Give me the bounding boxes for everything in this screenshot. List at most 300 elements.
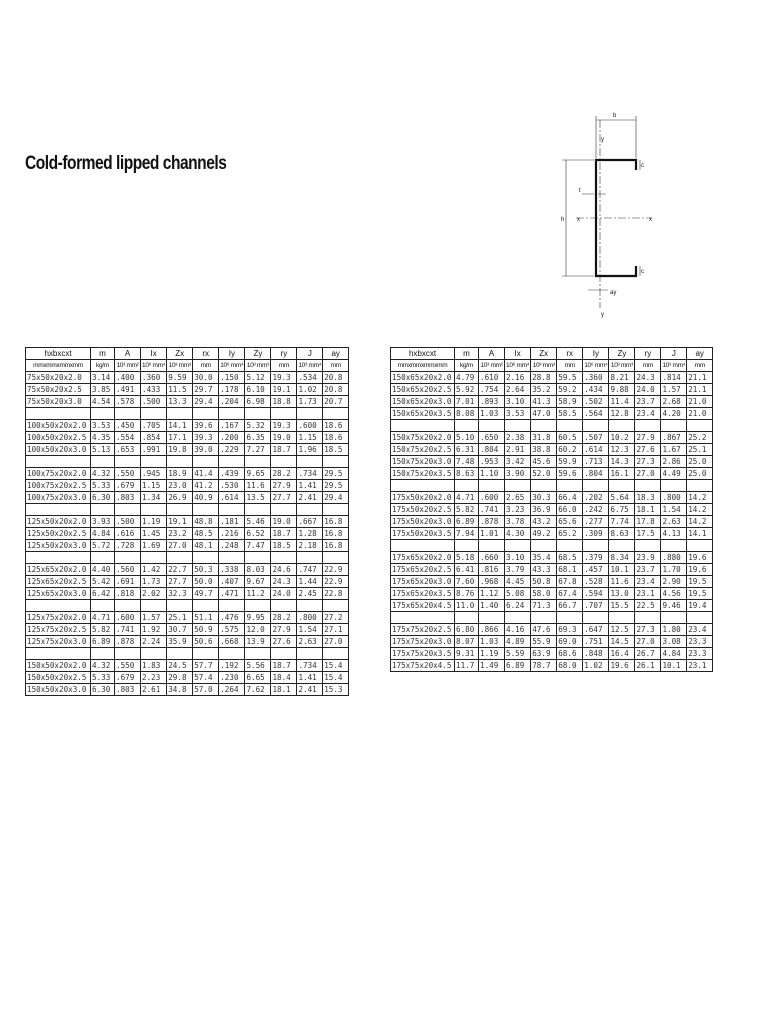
table-cell: .216 [219,528,245,540]
table-cell: 19.1 [167,516,193,528]
table-cell: .968 [479,576,505,588]
table-cell [661,480,687,492]
table-cell: 28.8 [531,372,557,384]
table-cell: 29.4 [323,492,349,504]
table-cell: .578 [115,396,141,408]
table-cell: 4.13 [661,528,687,540]
table-cell: 17.5 [635,528,661,540]
table-cell [271,456,297,468]
table-cell: 10³ mm⁴ [297,360,323,372]
table-cell [26,456,91,468]
table-cell: 1.34 [141,492,167,504]
table-cell: 59.6 [557,468,583,480]
table-cell: m [91,348,115,360]
table-cell: 3.85 [91,384,115,396]
table-cell [91,504,115,516]
table-spacer-row [391,540,713,552]
table-cell: 6.89 [455,516,479,528]
table-cell: 4.56 [661,588,687,600]
table-cell: 13.9 [245,636,271,648]
table-cell [193,600,219,612]
table-cell: 11.5 [167,384,193,396]
table-row [26,636,349,648]
table-cell: .600 [297,420,323,432]
table-cell: 16.8 [323,540,349,552]
table-cell: Ix [141,348,167,360]
table-cell: .668 [219,636,245,648]
table-cell: 1.57 [661,384,687,396]
table-cell: .507 [583,432,609,444]
table-cell: .450 [115,420,141,432]
table-cell [115,456,141,468]
table-cell: 20.7 [323,396,349,408]
table-cell: 18.6 [323,432,349,444]
table-row [26,492,349,504]
table-cell: 18.7 [271,444,297,456]
table-cell: mm [635,360,661,372]
table-cell: 3.08 [661,636,687,648]
table-units-row [391,360,713,372]
section-properties-table-right [390,347,713,672]
table-cell: 14.3 [609,456,635,468]
table-cell: 11.6 [609,576,635,588]
table-cell: .614 [583,444,609,456]
table-cell: 27.0 [635,468,661,480]
table-cell: 4.16 [505,624,531,636]
table-cell: 175x65x20x2.0 [391,552,455,564]
table-cell [26,504,91,516]
table-cell: 2.90 [661,576,687,588]
table-cell [687,612,713,624]
table-cell [271,600,297,612]
table-cell [91,552,115,564]
table-cell: 27.0 [323,636,349,648]
table-cell: .614 [219,492,245,504]
table-cell: 16.8 [323,516,349,528]
table-cell: .814 [661,372,687,384]
table-cell: 17.1 [167,432,193,444]
table-cell: .741 [115,624,141,636]
table-cell [531,540,557,552]
table-cell [193,504,219,516]
table-cell: 125x65x20x2.5 [26,576,91,588]
table-cell: 1.01 [479,528,505,540]
table-cell: 19.4 [687,600,713,612]
table-cell: 3.79 [505,564,531,576]
table-cell: 10⁶ mm⁴ [505,360,531,372]
table-cell: mm [687,360,713,372]
table-cell [167,504,193,516]
table-cell: Iy [219,348,245,360]
table-cell: 2.61 [141,684,167,696]
table-cell: 22.9 [323,576,349,588]
table-cell: 4.35 [91,432,115,444]
table-cell: 8.63 [609,528,635,540]
table-cell [91,456,115,468]
table-cell: 35.4 [531,552,557,564]
table-cell: 23.7 [635,564,661,576]
table-row [391,444,713,456]
table-cell: 26.7 [635,648,661,660]
table-cell: 7.01 [455,396,479,408]
table-cell: 58.0 [531,588,557,600]
table-cell: 27.3 [635,624,661,636]
table-cell: .360 [141,372,167,384]
table-cell: 100x50x20x2.5 [26,432,91,444]
table-cell: 9.59 [167,372,193,384]
table-cell: 150x75x20x2.5 [391,444,455,456]
table-row [26,420,349,432]
table-cell [661,540,687,552]
table-cell: 2.68 [661,396,687,408]
table-cell: 5.82 [455,504,479,516]
table-cell [661,612,687,624]
table-cell: 125x65x20x3.0 [26,588,91,600]
table-cell: 1.15 [297,432,323,444]
table-cell: 11.7 [455,660,479,672]
table-cell: mm [193,360,219,372]
table-cell: 10³ mm³ [531,360,557,372]
table-cell: 59.2 [557,384,583,396]
table-cell [455,420,479,432]
table-cell: 23.7 [635,396,661,408]
table-cell: 47.6 [531,624,557,636]
table-cell: 5.59 [505,648,531,660]
table-cell: .309 [583,528,609,540]
table-cell: 1.54 [297,624,323,636]
table-cell: 1.12 [479,588,505,600]
table-cell: .476 [219,612,245,624]
table-cell: 3.14 [91,372,115,384]
table-cell: 11.0 [455,600,479,612]
table-cell: 27.9 [271,480,297,492]
table-cell: 5.08 [505,588,531,600]
table-cell: 18.5 [323,444,349,456]
table-cell: 175x75x20x4.5 [391,660,455,672]
table-cell: 1.83 [141,660,167,672]
table-cell: 58.5 [557,408,583,420]
table-cell [557,612,583,624]
table-cell: 30.0 [193,372,219,384]
table-cell: 4.79 [455,372,479,384]
table-cell: 3.42 [505,456,531,468]
table-row [391,564,713,576]
table-cell [26,648,91,660]
table-cell: 18.6 [323,420,349,432]
table-cell: 4.32 [91,468,115,480]
table-cell: 4.84 [91,528,115,540]
table-cell: 68.0 [557,660,583,672]
table-cell: rx [557,348,583,360]
table-cell: J [297,348,323,360]
table-cell [245,456,271,468]
table-cell [141,408,167,420]
table-cell: 6.65 [245,672,271,684]
table-cell [323,648,349,660]
table-cell: .803 [115,684,141,696]
table-cell [323,408,349,420]
table-cell: .594 [583,588,609,600]
table-cell [219,648,245,660]
table-cell [167,600,193,612]
table-cell: .500 [115,516,141,528]
table-row [26,372,349,384]
table-cell: .804 [583,468,609,480]
table-cell [193,648,219,660]
table-cell: 8.63 [455,468,479,480]
table-cell: .433 [141,384,167,396]
table-cell: 48.5 [193,528,219,540]
table-cell: .647 [583,624,609,636]
table-cell: 9.31 [455,648,479,660]
table-cell: 6.30 [91,492,115,504]
table-cell: .457 [583,564,609,576]
table-cell: .751 [583,636,609,648]
table-cell: 45.6 [531,456,557,468]
table-cell [115,600,141,612]
table-cell: 20.8 [323,372,349,384]
table-cell [557,420,583,432]
table-cell: 69.3 [557,624,583,636]
table-cell: 8.34 [609,552,635,564]
table-cell: 59.9 [557,456,583,468]
table-cell: 14.2 [687,516,713,528]
table-cell [583,540,609,552]
table-cell: 78.7 [531,660,557,672]
table-cell: .610 [479,372,505,384]
table-cell: .734 [297,660,323,672]
table-cell [297,552,323,564]
table-cell: .660 [479,552,505,564]
table-cell [26,408,91,420]
table-cell: .653 [115,444,141,456]
table-cell: .530 [219,480,245,492]
table-cell: .741 [479,504,505,516]
table-cell [391,420,455,432]
table-cell: 14.2 [687,504,713,516]
table-cell: 27.7 [271,492,297,504]
table-cell: 19.1 [271,384,297,396]
table-cell: 55.9 [531,636,557,648]
table-cell: 22.5 [635,600,661,612]
table-cell: 2.38 [505,432,531,444]
table-cell: mm [557,360,583,372]
table-cell: 3.90 [505,468,531,480]
table-cell: 1.02 [583,660,609,672]
table-cell: 75x50x20x2.0 [26,372,91,384]
table-row [391,528,713,540]
table-row [391,552,713,564]
table-cell: 66.7 [557,600,583,612]
table-cell: 3.78 [505,516,531,528]
table-cell: 125x75x20x2.0 [26,612,91,624]
table-cell: 34.8 [167,684,193,696]
table-cell: 10.1 [609,564,635,576]
table-cell: .867 [661,432,687,444]
table-cell [245,648,271,660]
table-cell: 2.18 [297,540,323,552]
table-cell: .502 [583,396,609,408]
table-cell: 1.96 [297,444,323,456]
table-cell [391,540,455,552]
table-cell: 6.75 [609,504,635,516]
table-cell: .150 [219,372,245,384]
table-cell [91,600,115,612]
table-cell: 1.42 [141,564,167,576]
table-cell: 25.0 [687,468,713,480]
table-cell: 14.1 [167,420,193,432]
table-cell: 68.1 [557,564,583,576]
table-cell: kg/m [455,360,479,372]
table-row [26,624,349,636]
table-cell: 2.91 [505,444,531,456]
table-cell: 39.6 [193,420,219,432]
table-cell: 67.8 [557,576,583,588]
table-cell: 175x50x20x3.5 [391,528,455,540]
table-cell: 23.4 [687,624,713,636]
table-cell: 3.53 [91,420,115,432]
table-row [26,432,349,444]
table-cell: .878 [479,516,505,528]
table-row [26,528,349,540]
table-cell: 2.63 [297,636,323,648]
table-cell: 4.49 [661,468,687,480]
table-row [391,624,713,636]
table-cell: 66.4 [557,492,583,504]
table-cell: 27.0 [167,540,193,552]
table-cell [609,480,635,492]
table-cell [531,612,557,624]
table-cell: 75x50x20x3.0 [26,396,91,408]
table-cell: 19.6 [609,660,635,672]
table-cell: .953 [479,456,505,468]
table-cell: 1.03 [479,636,505,648]
table-cell: 1.49 [479,660,505,672]
table-cell: 40.9 [193,492,219,504]
table-cell: .554 [115,432,141,444]
table-cell: .564 [583,408,609,420]
table-cell: 1.73 [297,396,323,408]
table-spacer-row [26,648,349,660]
table-cell: 150x65x20x2.0 [391,372,455,384]
table-cell: 27.9 [271,624,297,636]
table-cell: .534 [297,372,323,384]
table-cell: 38.8 [531,444,557,456]
table-cell: 18.5 [271,540,297,552]
table-cell: mmxmmxmmxmm [391,360,455,372]
table-row [26,672,349,684]
table-cell: 6.35 [245,432,271,444]
table-cell: .379 [583,552,609,564]
table-cell: .491 [115,384,141,396]
table-cell: 1.41 [297,672,323,684]
table-cell: 57.7 [193,660,219,672]
table-cell: 13.5 [245,492,271,504]
table-cell: 4.40 [91,564,115,576]
table-row [391,588,713,600]
table-cell: 4.71 [91,612,115,624]
table-cell: 75x50x20x2.5 [26,384,91,396]
table-cell: 1.10 [479,468,505,480]
table-cell [479,612,505,624]
table-cell: 175x50x20x2.5 [391,504,455,516]
table-cell: 12.3 [609,444,635,456]
table-cell: 19.6 [687,564,713,576]
table-cell: 27.0 [635,636,661,648]
table-cell [245,408,271,420]
table-cell [609,420,635,432]
table-cell: 23.4 [635,408,661,420]
table-cell: 1.15 [141,480,167,492]
table-cell: 5.64 [609,492,635,504]
table-cell: 7.27 [245,444,271,456]
table-cell: A [479,348,505,360]
table-cell [141,552,167,564]
table-row [391,660,713,672]
table-cell: 1.03 [479,408,505,420]
table-cell: 35.2 [531,384,557,396]
table-cell: 125x50x20x3.0 [26,540,91,552]
table-cell: 50.0 [193,576,219,588]
table-cell: .818 [115,588,141,600]
table-cell: 150x50x20x2.0 [26,660,91,672]
table-cell: .650 [479,432,505,444]
table-cell [479,480,505,492]
table-cell: 2.45 [297,588,323,600]
table-cell: 68.6 [557,648,583,660]
table-cell: 10³ mm² [115,360,141,372]
section-properties-table-left [25,347,349,696]
table-cell: 60.2 [557,444,583,456]
table-cell: 5.72 [91,540,115,552]
table-cell: 50.6 [193,636,219,648]
table-cell [193,408,219,420]
table-cell: 23.1 [635,588,661,600]
table-cell: 23.3 [687,648,713,660]
table-cell: 27.7 [167,576,193,588]
page-title: Cold-formed lipped channels [25,153,227,174]
table-cell: 1.44 [297,576,323,588]
table-cell: 175x75x20x2.5 [391,624,455,636]
table-cell: 65.6 [557,516,583,528]
table-cell: .816 [479,564,505,576]
table-cell: 4.89 [505,636,531,648]
table-cell: 50.3 [193,564,219,576]
table-cell: .550 [115,660,141,672]
table-cell: 51.1 [193,612,219,624]
table-spacer-row [26,600,349,612]
diagram-label-x-right: x [649,217,652,223]
table-cell: 17.8 [635,516,661,528]
table-cell [219,552,245,564]
table-row [26,396,349,408]
table-cell [635,420,661,432]
table-row [391,456,713,468]
table-cell: 1.54 [661,504,687,516]
table-cell [391,480,455,492]
table-cell: 5.18 [455,552,479,564]
table-row [26,384,349,396]
table-cell [219,600,245,612]
table-cell: 30.7 [167,624,193,636]
table-cell [219,456,245,468]
table-cell: 66.0 [557,504,583,516]
table-cell: 19.6 [687,552,713,564]
table-cell: 22.7 [167,564,193,576]
table-cell: 3.93 [91,516,115,528]
table-cell: 8.08 [455,408,479,420]
table-row [391,396,713,408]
